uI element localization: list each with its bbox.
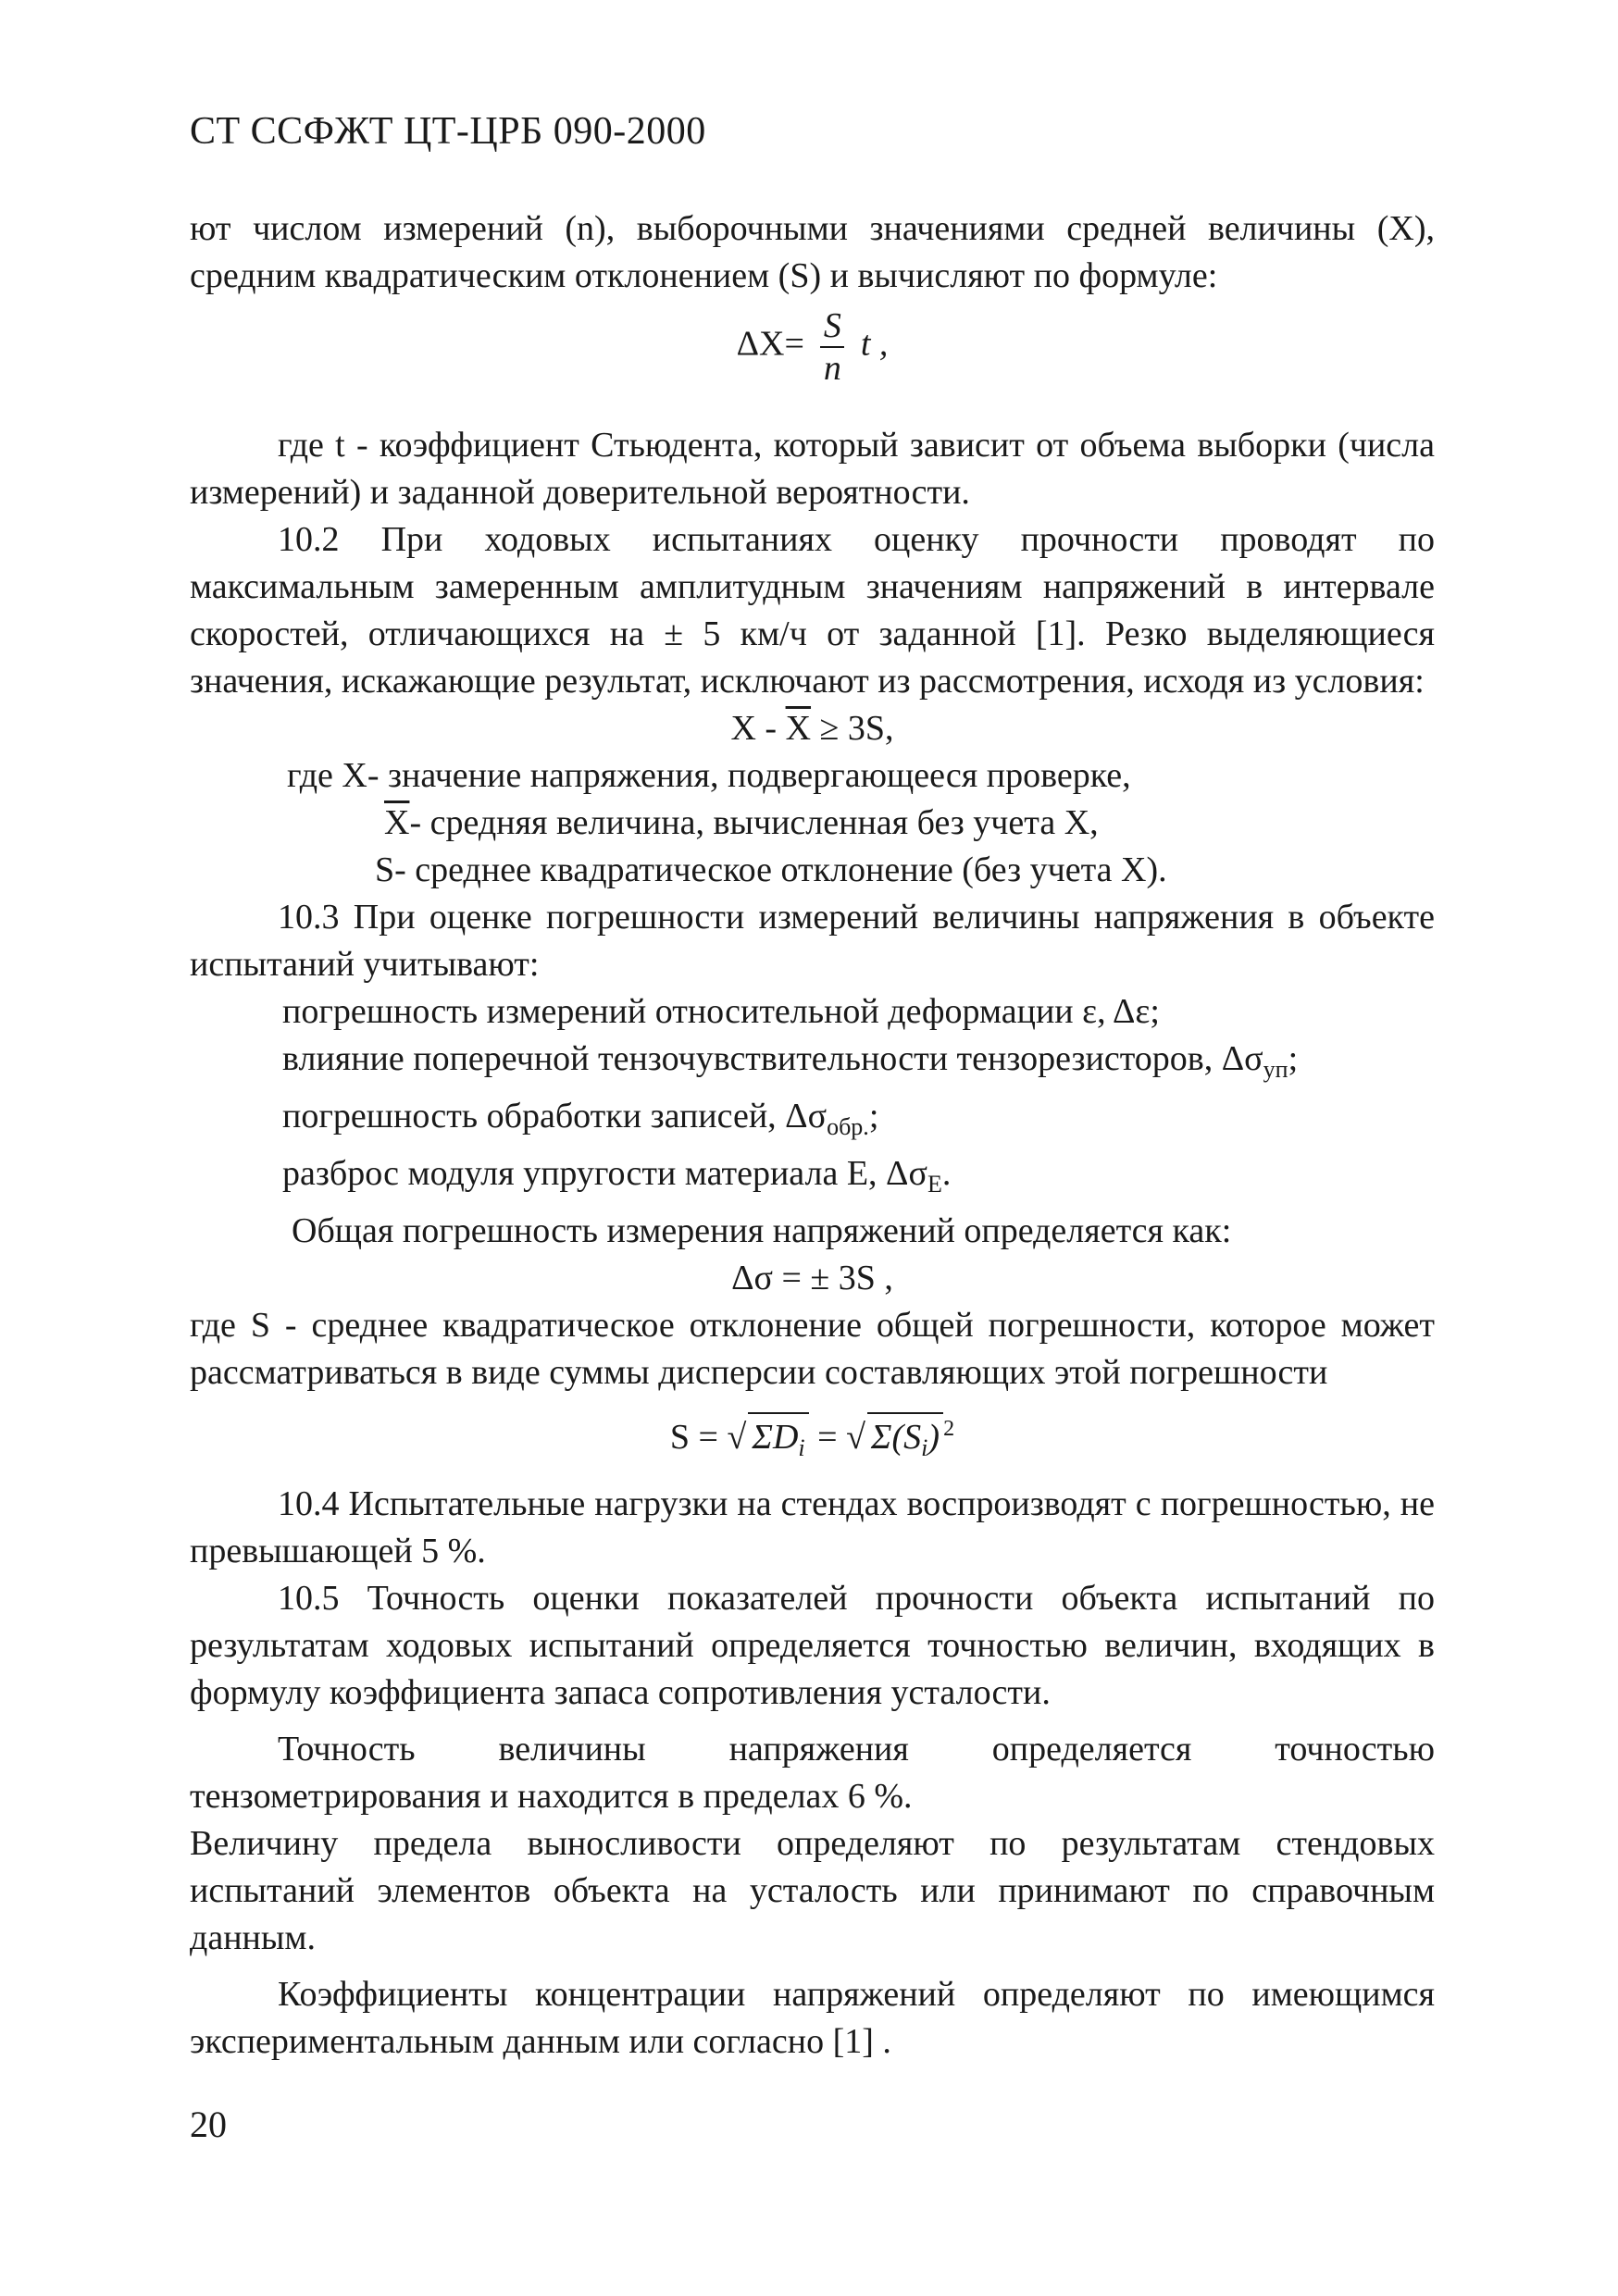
formula-eq: = (817, 1418, 847, 1457)
radicand-2-sub: i (921, 1434, 928, 1461)
list-item (282, 1093, 1435, 1150)
list-item-text: влияние поперечной тензочувствительности тензорезисторов, Δσ (282, 1039, 1263, 1078)
page-number: 20 (190, 2104, 227, 2145)
paragraph-concentration: Коэффициенты концентрации напряжений определяют по имеющимся экспериментальным данным или согласно [1] . (190, 1975, 1435, 2061)
radicand-1-sub: i (798, 1434, 805, 1461)
where-key: $\overline{X}$ (384, 803, 410, 842)
formula-sqrt-2 (867, 1412, 943, 1471)
radicand-2: Σ(S (870, 1418, 922, 1457)
paragraph-std-deviation: где S - среднее квадратическое отклонение общей погрешности, которое может рассматриваться в виде суммы дисперсии составляющих этой погрешности (190, 1306, 1435, 1392)
list-item-end: ; (1288, 1039, 1299, 1078)
formula-delta-x-lhs: ΔX= (736, 324, 804, 364)
formula-part-mean: $\overline{X}$ (785, 709, 812, 748)
document-header: СТ ССФЖТ ЦТ-ЦРБ 090-2000 (190, 110, 706, 153)
formula-part-c: ≥ 3S, (811, 709, 894, 748)
paragraph-10-2: 10.2 При ходовых испытаниях оценку прочности проводят по максимальным замеренным амплитудным значениям напряжений в интервале скоростей, отличающихся на ± 5 км/ч от заданной [1]. Резко выделяющиеся значения, искажающие результат, исключают из рассмотрения, исходя из условия: (190, 520, 1435, 701)
where-key: где X (287, 756, 367, 795)
fraction-bar (820, 346, 844, 348)
paragraph-total-error: Общая погрешность измерения напряжений определяется как: (292, 1211, 1232, 1250)
where-row-x (190, 752, 1435, 800)
paragraph-10-4: 10.4 Испытательные нагрузки на стендах воспроизводят с погрешностью, не превышающей 5 %. (190, 1484, 1435, 1570)
formula-delta-x-tail: t , (860, 324, 889, 364)
fraction-numerator: S (823, 306, 841, 345)
formula-sqrt-1 (748, 1412, 808, 1471)
where-text: - значение напряжения, подвергающееся проверке, (367, 756, 1131, 795)
sqrt-icon: √ (727, 1418, 747, 1457)
list-item-end: . (941, 1154, 952, 1193)
paragraph-stress-accuracy: Точность величины напряжения определяется точностью тензометрирования и находится в пределах 6 %. (190, 1730, 1435, 1816)
list-item-end: ; (868, 1097, 879, 1136)
where-text: - средняя величина, вычисленная без учета X, (409, 803, 1099, 842)
list-item (282, 1036, 1435, 1093)
where-row-s (190, 847, 1435, 894)
formula-outlier-condition (190, 705, 1435, 752)
where-definitions (190, 752, 1435, 894)
formula-exponent: 2 (943, 1417, 955, 1441)
list-item-subscript: E (927, 1171, 942, 1198)
where-row-xmean (190, 800, 1435, 847)
paragraph-10-5: 10.5 Точность оценки показателей прочности объекта испытаний по результатам ходовых испытаний определяется точностью величин, входящих в формулу коэффициента запаса сопротивления усталости. (190, 1579, 1435, 1712)
formula-delta-x (190, 307, 1435, 387)
where-key: S (375, 850, 395, 889)
formula-total-error: Δσ = ± 3S , (731, 1259, 893, 1297)
formula-part-a: X - (730, 709, 786, 748)
paragraph-10-3: 10.3 При оценке погрешности измерений величины напряжения в объекте испытаний учитывают: (190, 898, 1435, 984)
where-text: - среднее квадратическое отклонение (без учета X). (394, 850, 1167, 889)
document-body (190, 205, 1435, 2066)
formula-s-lhs: S = (669, 1418, 728, 1457)
fraction-denominator: n (823, 349, 841, 388)
sqrt-icon: √ (846, 1418, 865, 1457)
list-item (282, 1150, 1435, 1208)
paragraph-endurance-limit: Величину предела выносливости определяют по результатам стендовых испытаний элементов объекта на усталость или принимают по справочным данным. (190, 1824, 1435, 1957)
error-components-list (190, 988, 1435, 1208)
list-item-text: погрешность измерений относительной деформации ε, Δε; (282, 992, 1160, 1031)
paragraph-continuation: ют числом измерений (n), выборочными значениями средней величины (X), средним квадратическим отклонением (S) и вычисляют по формуле: (190, 209, 1435, 295)
formula-s-sum (190, 1406, 1435, 1471)
list-item-text: разброс модуля упругости материала E, Δσ (282, 1154, 927, 1193)
list-item (282, 988, 1435, 1036)
list-item-subscript: уп (1263, 1056, 1288, 1083)
radicand-2-end: ) (927, 1418, 940, 1457)
formula-delta-x-fraction (820, 307, 844, 387)
radicand-1: ΣD (752, 1418, 799, 1457)
list-item-text: погрешность обработки записей, Δσ (282, 1097, 828, 1136)
paragraph-student-coefficient: где t - коэффициент Стьюдента, который зависит от объема выборки (числа измерений) и заданной доверительной вероятности. (190, 426, 1435, 512)
list-item-subscript: обр. (827, 1113, 869, 1140)
